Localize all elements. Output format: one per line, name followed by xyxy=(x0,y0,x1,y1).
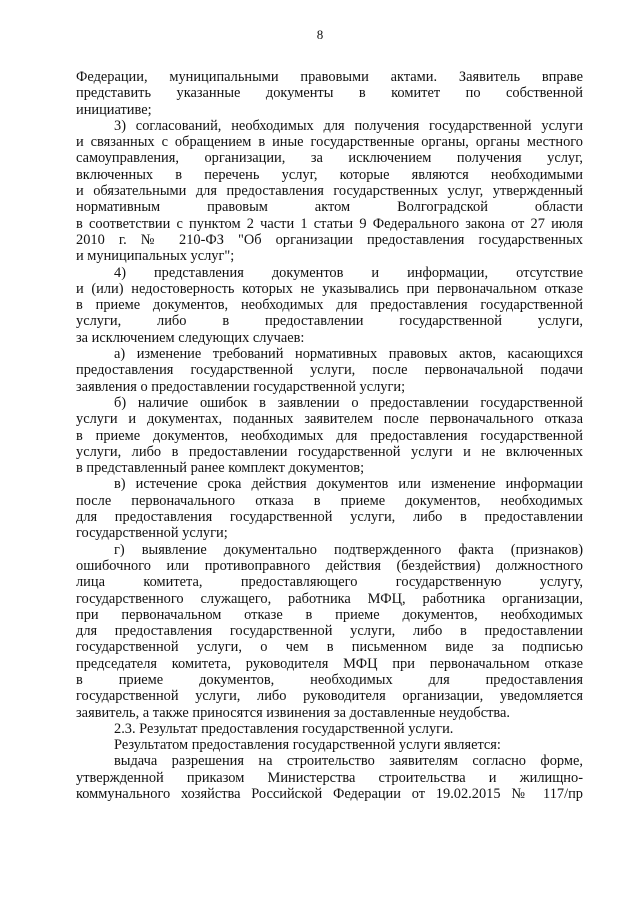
section-heading-2-3 xyxy=(76,721,583,737)
text-line: б) наличие ошибок в заявлении о предоставлении государственной xyxy=(114,394,583,411)
text-line: коммунального хозяйства Российской Федерации от 19.02.2015 № 117/пр xyxy=(76,786,583,803)
text-line: государственной услуги; xyxy=(76,525,228,542)
text-line: 3) согласований, необходимых для получения государственной услуги xyxy=(114,117,583,134)
result-intro xyxy=(76,737,583,753)
list-item-v xyxy=(76,476,583,541)
text-line: государственной услуги, о чем в письменном виде за подписью xyxy=(76,639,583,656)
result-item xyxy=(76,753,583,802)
text-line: представить указанные документы в комитет по собственной xyxy=(76,85,583,102)
text-line: утвержденной приказом Министерства строительства и жилищно- xyxy=(76,769,583,786)
text-line: ошибочного или противоправного действия (бездействия) должностного xyxy=(76,557,583,574)
text-line: и муниципальных услуг"; xyxy=(76,248,235,265)
text-line: и (или) недостоверность которых не указывались при первоначальном отказе xyxy=(76,280,583,297)
text-line: и обязательными для предоставления государственных услуг, утвержденный xyxy=(76,183,583,200)
text-line: и связанных с обращением в иные государственные органы, органы местного xyxy=(76,134,583,151)
list-item-4 xyxy=(76,265,583,346)
text-line: для предоставления государственной услуги, либо в предоставлении xyxy=(76,509,583,526)
text-line: нормативным правовым актом Волгоградской области xyxy=(76,199,583,216)
text-line: в) истечение срока действия документов или изменение информации xyxy=(114,476,583,493)
text-line: в приеме документов, необходимых для предоставления государственной xyxy=(76,297,583,314)
text-line: услуги, либо в предоставлении государственной услуги, xyxy=(76,313,583,330)
text-line: заявления о предоставлении государственной услуги; xyxy=(76,378,406,395)
text-line: при первоначальном отказе в приеме документов, необходимых xyxy=(76,606,583,623)
page-number: 8 xyxy=(316,27,324,42)
text-line: Федерации, муниципальными правовыми актами. Заявитель вправе xyxy=(76,69,583,85)
text-line: г) выявление документально подтвержденного факта (признаков) xyxy=(114,541,583,558)
document-body xyxy=(76,69,583,802)
text-line: после первоначального отказа в приеме документов, необходимых xyxy=(76,492,583,509)
text-line: в соответствии с пунктом 2 части 1 статьи 9 Федерального закона от 27 июля xyxy=(76,215,583,232)
text-line: заявитель, а также приносятся извинения за доставленные неудобства. xyxy=(76,704,511,721)
text-line: выдача разрешения на строительство заявителям согласно форме, xyxy=(114,753,583,770)
text-line: предоставления государственной услуги, после первоначальной подачи xyxy=(76,362,583,379)
text-line: для предоставления государственной услуги, либо в предоставлении xyxy=(76,623,583,640)
text-line: самоуправления, организации, за исключением получения услуг, xyxy=(76,150,583,167)
text-line: Результатом предоставления государственной услуги является: xyxy=(114,737,501,754)
text-line: государственной услуги, либо руководителя организации, уведомляется xyxy=(76,688,583,705)
list-item-b xyxy=(76,395,583,476)
paragraph-continuation xyxy=(76,69,583,118)
text-line: председателя комитета, руководителя МФЦ при первоначальном отказе xyxy=(76,655,583,672)
text-line: в приеме документов, необходимых для предоставления государственной xyxy=(76,427,583,444)
list-item-g xyxy=(76,542,583,721)
text-line: 2.3. Результат предоставления государственной услуги. xyxy=(114,720,454,737)
text-line: а) изменение требований нормативных правовых актов, касающихся xyxy=(114,346,583,363)
text-line: включенных в перечень услуг, которые являются необходимыми xyxy=(76,166,583,183)
text-line: услуги, либо в предоставлении государственной услуги и не включенных xyxy=(76,443,583,460)
text-line: 4) представления документов и информации, отсутствие xyxy=(114,264,583,281)
text-line: лица комитета, предоставляющего государственную услугу, xyxy=(76,574,583,591)
list-item-3 xyxy=(76,118,583,265)
text-line: государственного служащего, работника МФЦ, работника организации, xyxy=(76,590,583,607)
text-line: в представленный ранее комплект документов; xyxy=(76,460,365,477)
text-line: инициативе; xyxy=(76,101,152,118)
text-line: услуги и документах, поданных заявителем после первоначального отказа xyxy=(76,411,583,428)
text-line: 2010 г. № 210-ФЗ "Об организации предоставления государственных xyxy=(76,231,583,248)
list-item-a xyxy=(76,346,583,395)
text-line: в приеме документов, необходимых для предоставления xyxy=(76,671,583,688)
text-line: за исключением следующих случаев: xyxy=(76,329,305,346)
